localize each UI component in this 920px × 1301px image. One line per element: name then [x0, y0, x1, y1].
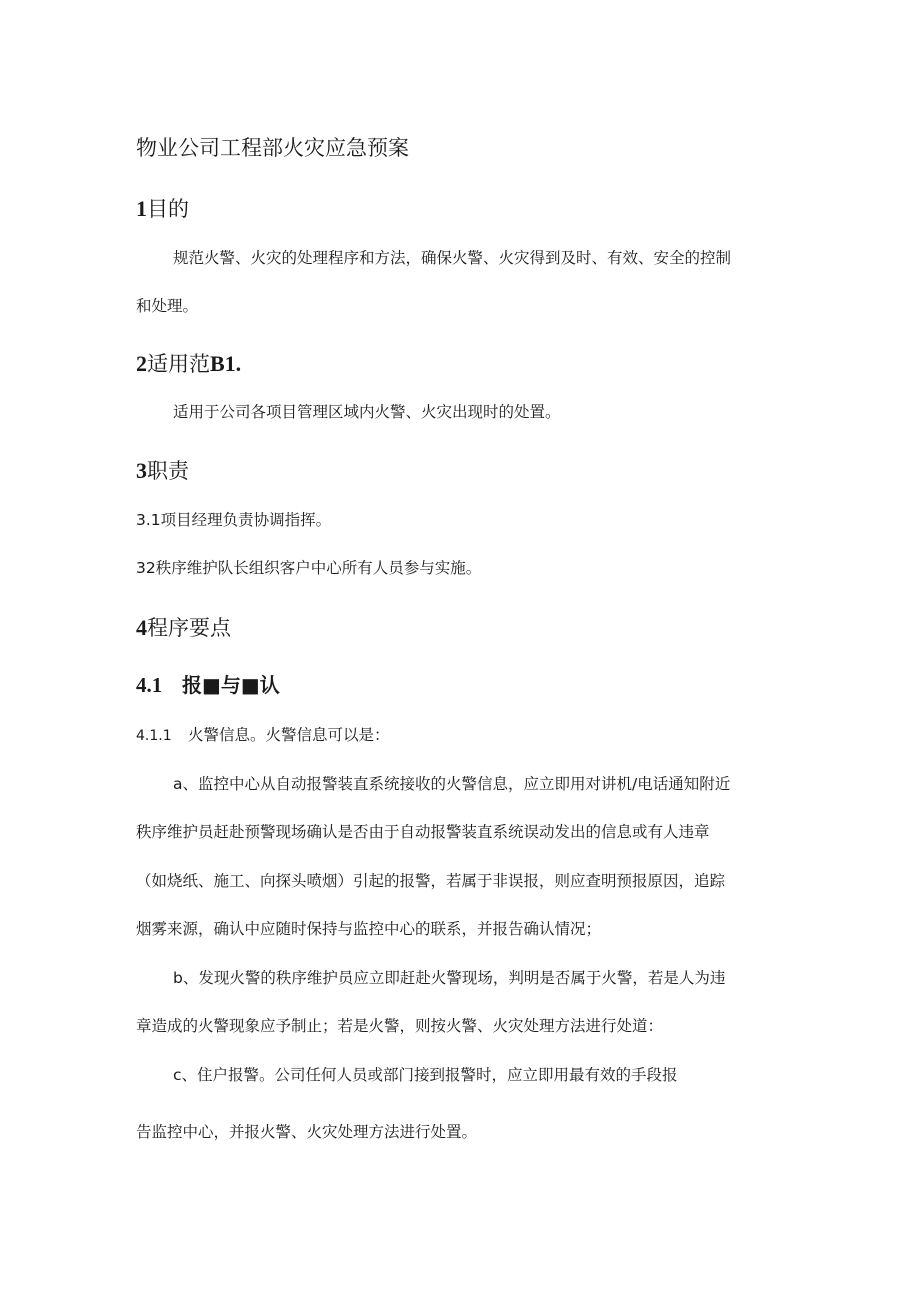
- section-2-paragraph: 适用于公司各项目管理区域内火警、火灾出现时的处置。: [173, 403, 561, 421]
- section-1-paragraph-line-2: 和处理。: [136, 297, 199, 315]
- item-c-line-2: 告监控中心，并报火警、火灾处理方法进行处置。: [136, 1123, 478, 1141]
- section-3-number: 3: [136, 458, 147, 483]
- section-2-title: 适用范: [147, 352, 210, 376]
- section-3-heading: [136, 455, 189, 485]
- subsection-4-1-1-number: 4.1.1: [136, 728, 172, 744]
- item-a-line-3: （如烧纸、施工、向探头喷烟）引起的报警，若属于非误报，则应查明预报原因，追踪: [136, 872, 726, 890]
- item-c-line-1: c、住户报警。公司任何人员或部门接到报警时，应立即用最有效的手段报: [173, 1066, 678, 1084]
- section-3-title: 职责: [147, 459, 189, 483]
- item-a-line-4: 烟雾来源，确认中应随时保持与监控中心的联系，并报告确认情况；: [136, 920, 602, 938]
- section-1-paragraph-line-1: 规范火警、火灾的处理程序和方法，确保火警、火灾得到及时、有效、安全的控制: [173, 249, 732, 267]
- section-1-title: 目的: [147, 197, 189, 221]
- section-2-heading: [136, 348, 241, 378]
- section-3-item-1: 3.1项目经理负责协调指挥。: [136, 511, 332, 529]
- item-a-line-1: a、监控中心从自动报警装直系统接收的火警信息，应立即用对讲机/电话通知附近: [173, 775, 731, 793]
- subsection-4-1-heading: [136, 669, 280, 698]
- section-1-number: 1: [136, 196, 147, 221]
- section-4-heading: [136, 612, 231, 642]
- subsection-4-1-number: 4.1: [136, 673, 163, 697]
- item-b-line-1: b、发现火警的秩序维护员应立即赶赴火警现场，判明是否属于火警，若是人为违: [173, 969, 726, 987]
- section-4-title: 程序要点: [147, 616, 231, 640]
- subsection-4-1-title: 报■与■认: [182, 673, 280, 697]
- document-title: 物业公司工程部火灾应急预案: [136, 136, 409, 160]
- section-3-item-2: 32秩序维护队长组织客户中心所有人员参与实施。: [136, 559, 482, 577]
- item-b-line-2: 章造成的火警现象应予制止；若是火警，则按火警、火灾处理方法进行处道：: [136, 1017, 664, 1035]
- section-2-number: 2: [136, 351, 147, 376]
- subsection-4-1-1: [136, 723, 390, 745]
- subsection-4-1-1-text: 火警信息。火警信息可以是：: [188, 726, 390, 744]
- section-2-title-tail: B1.: [210, 351, 242, 376]
- item-a-line-2: 秩序维护员赶赴预警现场确认是否由于自动报警装直系统误动发出的信息或有人违章: [136, 823, 710, 841]
- section-1-heading: [136, 193, 189, 223]
- section-4-number: 4: [136, 615, 147, 640]
